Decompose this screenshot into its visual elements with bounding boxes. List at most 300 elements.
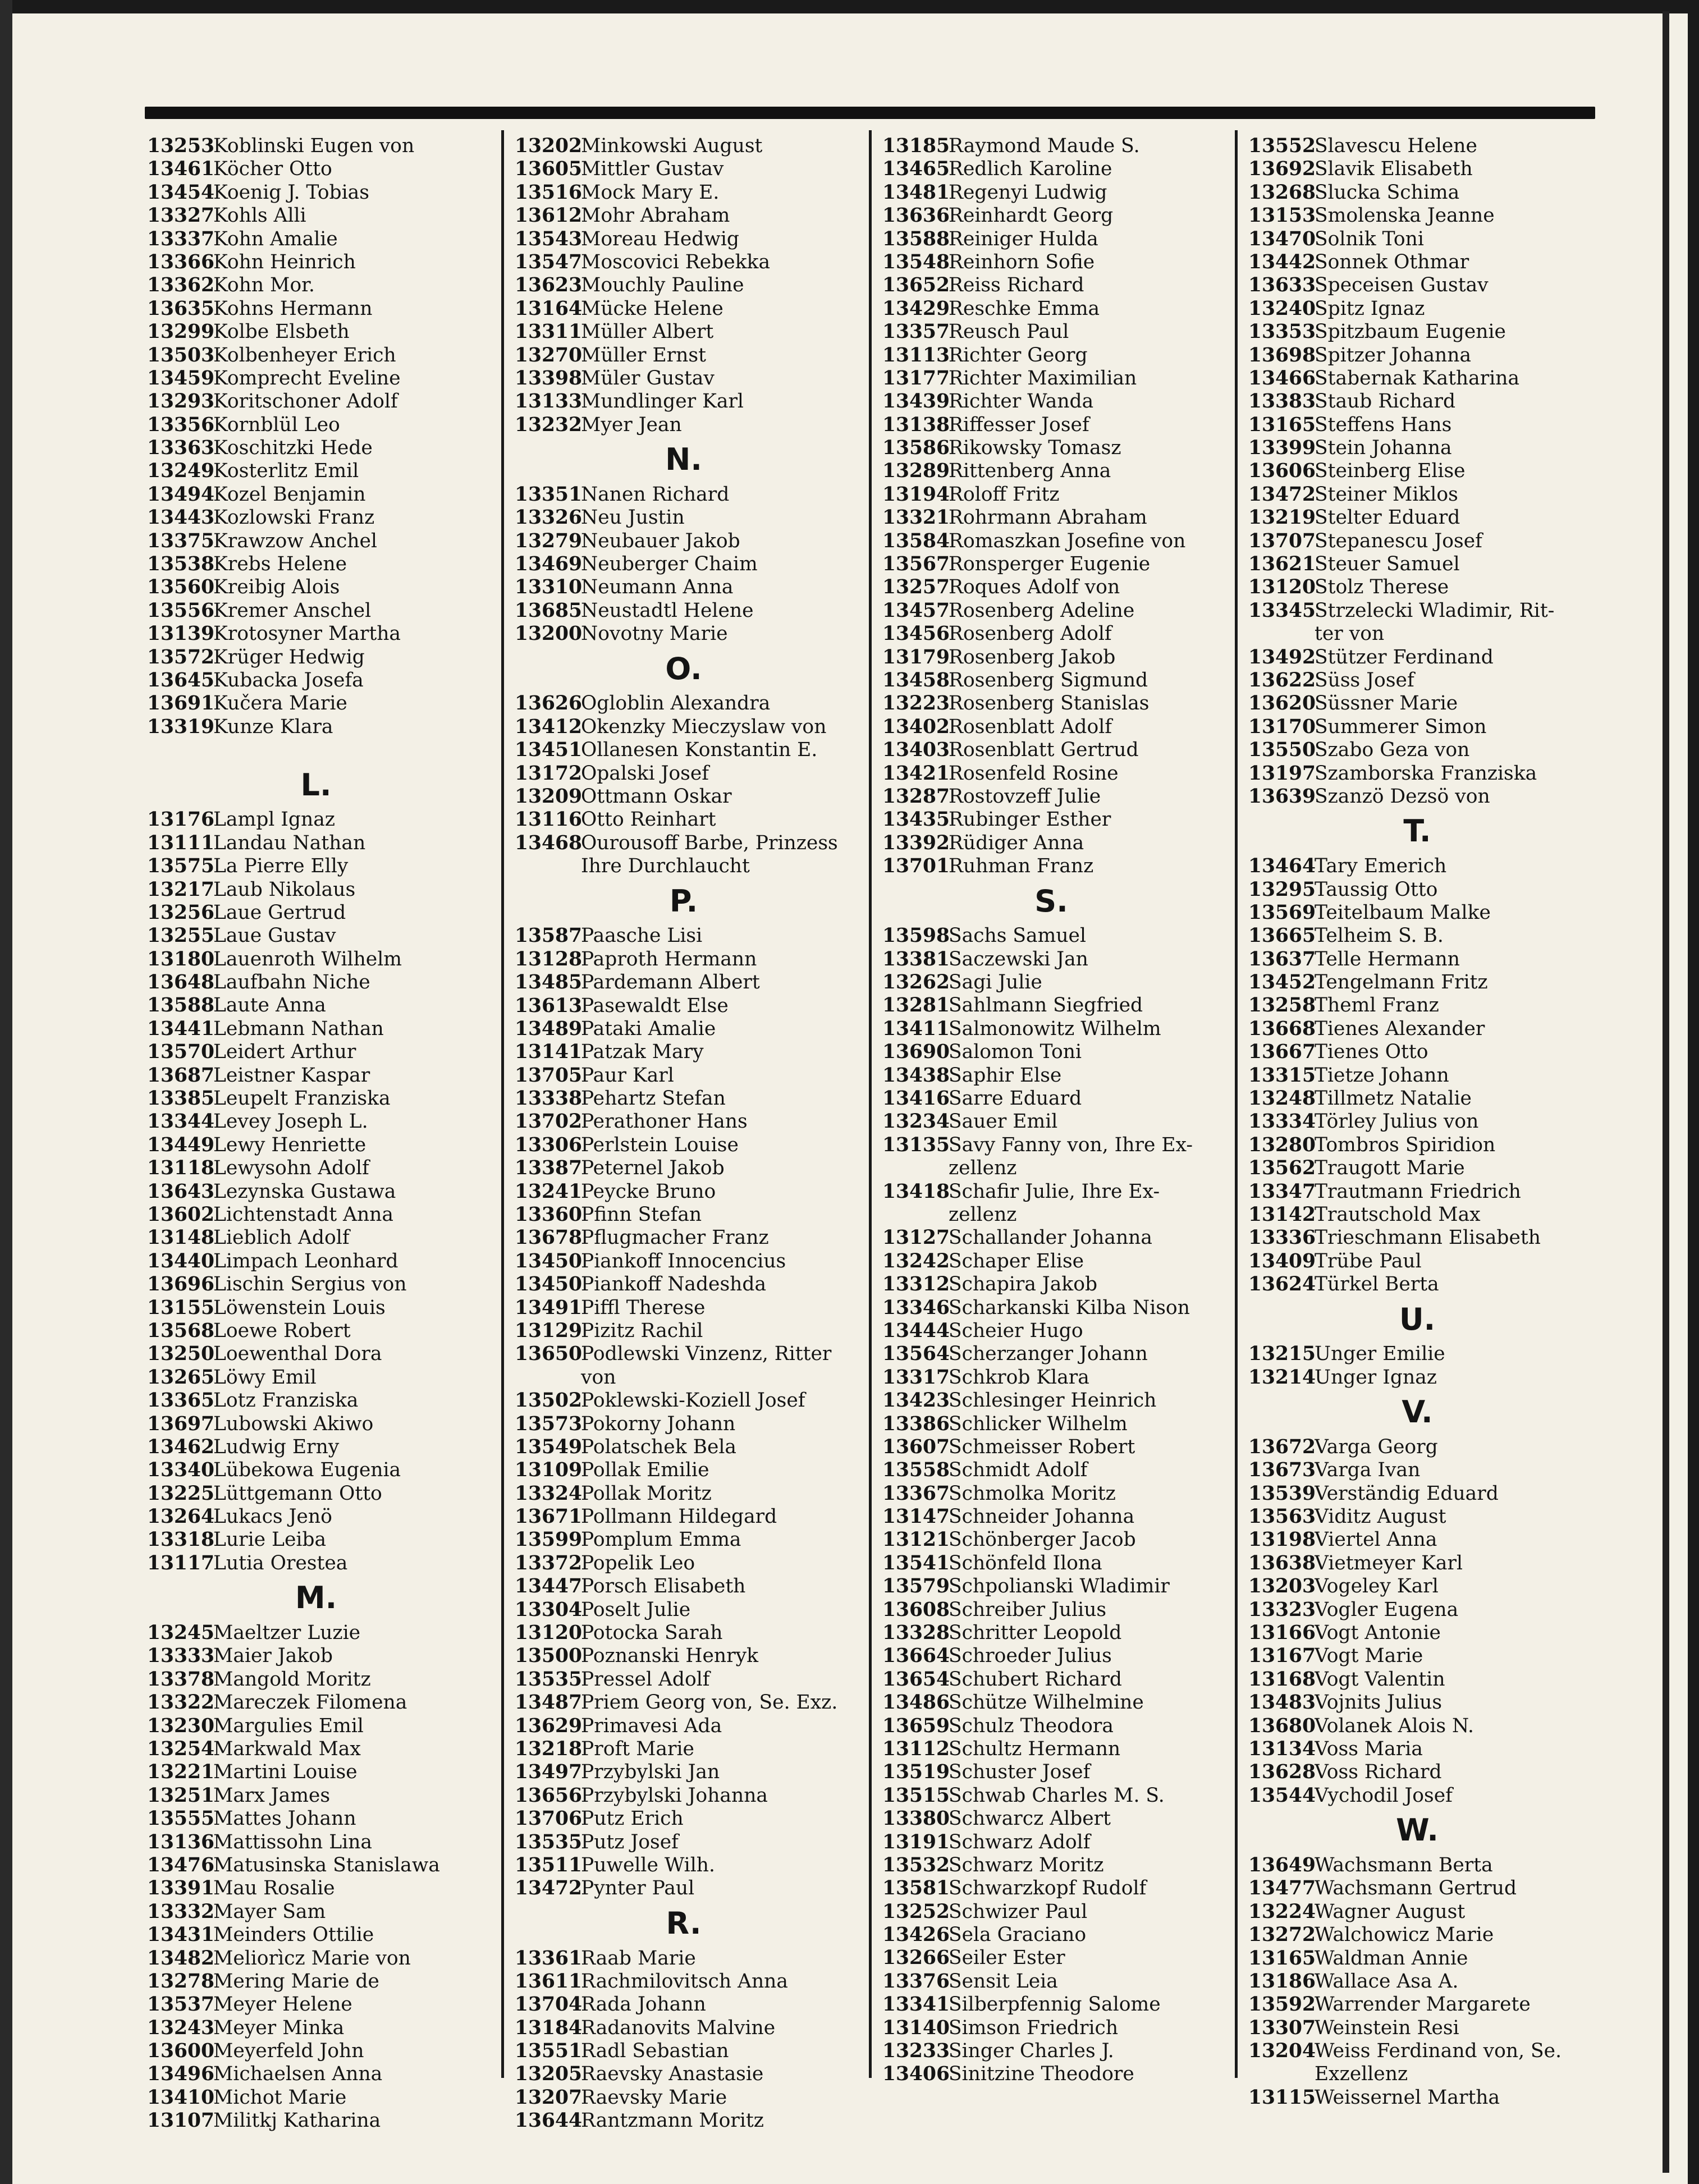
entry-number: 13345 [1248, 599, 1316, 622]
entry-number: 13310 [515, 576, 583, 599]
entry-name: Vogler Eugena [1315, 1598, 1459, 1621]
directory-entry [1248, 390, 1586, 413]
entry-name: Waldman Annie [1315, 1947, 1468, 1970]
entry-number: 13457 [882, 599, 950, 622]
directory-entry [882, 1528, 1220, 1551]
directory-entry [147, 971, 485, 994]
directory-entry [882, 1947, 1220, 1970]
directory-entry [147, 158, 485, 181]
entry-name: Schwab Charles M. S. [949, 1784, 1165, 1807]
directory-entry [147, 390, 485, 413]
entry-number: 13167 [1248, 1645, 1316, 1668]
entry-name: Strzelecki Wladimir, Rit- [1315, 599, 1555, 622]
directory-entry [147, 1041, 485, 1064]
directory-entry [147, 2109, 485, 2132]
spacer [147, 739, 485, 762]
directory-entry [147, 1877, 485, 1900]
directory-entry [147, 1970, 485, 1993]
entry-name: Meliorìcz Marie von [213, 1947, 411, 1970]
entry-number: 13232 [515, 413, 583, 436]
entry-number: 13426 [882, 1924, 950, 1947]
entry-name: Kohls Alli [213, 204, 306, 227]
entry-number: 13362 [147, 274, 215, 297]
entry-number: 13668 [1248, 1017, 1316, 1040]
directory-entry [1248, 1528, 1586, 1551]
directory-entry [515, 1505, 853, 1528]
directory-entry [147, 1924, 485, 1947]
entry-number: 13264 [147, 1505, 215, 1528]
directory-entry [147, 1901, 485, 1924]
entry-number: 13252 [882, 1900, 950, 1923]
directory-entry [882, 1622, 1220, 1645]
entry-number: 13516 [515, 181, 583, 204]
directory-entry [515, 622, 853, 645]
directory-entry [515, 2017, 853, 2040]
directory-entry [515, 785, 853, 808]
entry-name: Salomon Toni [949, 1041, 1082, 1064]
directory-entry [1248, 1366, 1586, 1389]
entry-name: Podlewski Vinzenz, Ritter [581, 1343, 832, 1366]
entry-number: 13519 [882, 1761, 950, 1784]
directory-entry [147, 1273, 485, 1296]
directory-entry [147, 855, 485, 878]
directory-entry [882, 1575, 1220, 1598]
directory-entry [515, 1761, 853, 1784]
entry-number: 13176 [147, 808, 215, 831]
entry-name: Margulies Emil [213, 1714, 364, 1737]
entry-name: Maeltzer Luzie [213, 1622, 361, 1645]
directory-entry [515, 1436, 853, 1459]
directory-entry [147, 622, 485, 645]
entry-number: 13638 [1248, 1551, 1316, 1574]
entry-name: Popelik Leo [581, 1551, 695, 1574]
entry-name: Steffens Hans [1315, 413, 1452, 436]
entry-number: 13483 [1248, 1691, 1316, 1714]
directory-entry [147, 367, 485, 390]
entry-number: 13575 [147, 855, 215, 878]
directory-entry [147, 1320, 485, 1343]
entry-number: 13468 [515, 831, 583, 854]
directory-entry [147, 878, 485, 901]
entry-name: Richter Wanda [949, 390, 1094, 413]
entry-number: 13605 [515, 158, 583, 181]
directory-entry [147, 1528, 485, 1551]
entry-number: 13673 [1248, 1459, 1316, 1482]
directory-entry [1248, 739, 1586, 762]
entry-name: Wachsmann Gertrud [1315, 1877, 1517, 1900]
entry-number: 13602 [147, 1203, 215, 1226]
directory-entry [515, 1064, 853, 1087]
entry-name: Varga Georg [1315, 1435, 1438, 1458]
directory-entry [882, 1599, 1220, 1622]
entry-name: Solnik Toni [1315, 227, 1424, 250]
directory-entry [147, 1622, 485, 1645]
entry-name: Otto Reinhart [581, 808, 716, 831]
entry-number: 13398 [515, 367, 583, 390]
entry-name: Przybylski Johanna [581, 1784, 768, 1807]
directory-entry [515, 739, 853, 762]
section-letter-heading: V. [1402, 1394, 1433, 1430]
entry-number: 13485 [515, 971, 583, 994]
entry-name: Potocka Sarah [581, 1622, 723, 1645]
directory-entry [1248, 762, 1586, 785]
entry-name: Schritter Leopold [949, 1622, 1122, 1645]
entry-number: 13353 [1248, 320, 1316, 344]
entry-number: 13491 [515, 1296, 583, 1319]
entry-number: 13551 [515, 2040, 583, 2063]
entry-number: 13648 [147, 971, 215, 994]
entry-name: Trübe Paul [1315, 1249, 1422, 1272]
entry-number: 13337 [147, 227, 215, 250]
entry-name: Schwarz Adolf [949, 1830, 1091, 1853]
entry-number: 13399 [1248, 437, 1316, 460]
entry-number: 13461 [147, 158, 215, 181]
directory-entry [515, 1552, 853, 1575]
entry-name: Mangold Moritz [213, 1668, 371, 1691]
directory-entry [882, 1226, 1220, 1249]
entry-number: 13706 [515, 1807, 583, 1830]
entry-number: 13328 [882, 1622, 950, 1645]
column-2 [515, 135, 853, 2133]
directory-entry [882, 1924, 1220, 1947]
directory-entry [1248, 228, 1586, 251]
directory-entry [1248, 274, 1586, 297]
entry-number: 13607 [882, 1435, 950, 1458]
directory-entry [1248, 855, 1586, 878]
entry-number: 13564 [882, 1343, 950, 1366]
entry-number: 13203 [1248, 1575, 1316, 1598]
directory-entry [882, 1993, 1220, 2016]
entry-name: Primavesi Ada [581, 1714, 722, 1737]
directory-entry [147, 1087, 485, 1110]
entry-name: Maier Jakob [213, 1645, 333, 1668]
directory-entry [882, 274, 1220, 297]
section-letter-heading: S. [1034, 883, 1068, 919]
entry-name: Spitzer Johanna [1315, 344, 1472, 367]
entry-name: Lieblich Adolf [213, 1226, 350, 1249]
directory-entry [1248, 460, 1586, 483]
entry-name: Kornblül Leo [213, 413, 340, 436]
directory-entry [147, 832, 485, 855]
directory-entry [882, 599, 1220, 622]
entry-number: 13664 [882, 1645, 950, 1668]
entry-number: 13572 [147, 645, 215, 669]
directory-entry [1248, 1761, 1586, 1784]
directory-entry [147, 1436, 485, 1459]
entry-name: Lichtenstadt Anna [213, 1203, 393, 1226]
entry-number: 13116 [515, 808, 583, 831]
entry-number: 13439 [882, 390, 950, 413]
entry-number: 13202 [515, 135, 583, 157]
entry-number: 13637 [1248, 947, 1316, 970]
directory-entry [147, 1389, 485, 1412]
entry-name: Schwarzkopf Rudolf [949, 1877, 1147, 1900]
entry-number: 13701 [882, 855, 950, 878]
entry-name: Krotosyner Martha [213, 622, 401, 645]
entry-name: Pynter Paul [581, 1877, 695, 1900]
directory-entry [882, 669, 1220, 692]
entry-name: Sarre Eduard [949, 1087, 1082, 1110]
directory-entry [1248, 716, 1586, 739]
entry-name: Sauer Emil [949, 1110, 1058, 1133]
directory-entry [882, 1273, 1220, 1296]
column-1 [147, 135, 485, 2133]
directory-entry [515, 158, 853, 181]
directory-entry [882, 1831, 1220, 1854]
entry-number: 13128 [515, 947, 583, 970]
entry-name: Polatschek Bela [581, 1435, 736, 1458]
entry-number: 13489 [515, 1017, 583, 1040]
entry-number: 13464 [1248, 855, 1316, 878]
entry-number: 13515 [882, 1784, 950, 1807]
entry-name: Traugott Marie [1315, 1157, 1465, 1180]
entry-number: 13327 [147, 204, 215, 227]
directory-entry [515, 1087, 853, 1110]
entry-name: Leistner Kaspar [213, 1064, 370, 1087]
entry-number: 13258 [1248, 994, 1316, 1017]
entry-number: 13139 [147, 622, 215, 645]
directory-entry [515, 228, 853, 251]
entry-number: 13251 [147, 1784, 215, 1807]
entry-number: 13172 [515, 762, 583, 785]
directory-entry [147, 553, 485, 576]
directory-entry [147, 1947, 485, 1970]
entry-number: 13562 [1248, 1157, 1316, 1180]
entry-number: 13486 [882, 1691, 950, 1714]
directory-entry [147, 1366, 485, 1389]
entry-number: 13230 [147, 1714, 215, 1737]
entry-name: Slucka Schima [1315, 181, 1460, 204]
entry-name: Piankoff Innocencius [581, 1249, 786, 1272]
entry-name: Kubacka Josefa [213, 669, 364, 692]
entry-number: 13608 [882, 1598, 950, 1621]
entry-number: 13107 [147, 2109, 215, 2132]
entry-number: 13629 [515, 1714, 583, 1737]
entry-name: Müler Gustav [581, 367, 715, 390]
entry-number: 13537 [147, 1993, 215, 2016]
directory-entry [882, 1110, 1220, 1133]
entry-number: 13639 [1248, 785, 1316, 808]
entry-number: 13611 [515, 1970, 583, 1993]
entry-name: Köcher Otto [213, 158, 332, 181]
directory-entry [147, 1250, 485, 1273]
entry-number: 13588 [882, 227, 950, 250]
entry-number: 13170 [1248, 715, 1316, 738]
entry-number: 13567 [882, 553, 950, 576]
entry-number: 13477 [1248, 1877, 1316, 1900]
entry-name: Radl Sebastian [581, 2040, 729, 2063]
directory-entry [882, 1901, 1220, 1924]
entry-number: 13164 [515, 297, 583, 320]
section-letter-heading: N. [665, 442, 702, 478]
directory-entry [515, 2109, 853, 2132]
directory-entry [882, 1668, 1220, 1691]
entry-name: Löwenstein Louis [213, 1296, 386, 1319]
entry-name: Weinstein Resi [1315, 2016, 1459, 2039]
directory-entry [882, 1297, 1220, 1320]
entry-name: Schwarz Moritz [949, 1853, 1104, 1876]
entry-number: 13133 [515, 390, 583, 413]
directory-entry [515, 971, 853, 994]
directory-entry [1248, 204, 1586, 227]
entry-number: 13129 [515, 1319, 583, 1342]
entry-continuation: Ihre Durchlaucht [581, 855, 750, 878]
directory-entry [515, 1993, 853, 2016]
entry-number: 13142 [1248, 1203, 1316, 1226]
entry-number: 13702 [515, 1110, 583, 1133]
entry-name: Kohn Mor. [213, 274, 315, 297]
directory-entry [1248, 1157, 1586, 1180]
entry-name: Pfinn Stefan [581, 1203, 702, 1226]
entry-name: Minkowski August [581, 135, 763, 157]
entry-name: Tengelmann Fritz [1315, 971, 1488, 994]
entry-continuation: Exzellenz [1315, 2063, 1408, 2086]
directory-entry [1248, 1924, 1586, 1947]
entry-name: Schafir Julie, Ihre Ex- [949, 1180, 1160, 1203]
entry-number: 13416 [882, 1087, 950, 1110]
entry-name: Summerer Simon [1315, 715, 1487, 738]
entry-name: Volanek Alois N. [1315, 1714, 1474, 1737]
column-4 [1248, 135, 1586, 2109]
entry-number: 13255 [147, 924, 215, 947]
entry-number: 13372 [515, 1551, 583, 1574]
entry-number: 13140 [882, 2016, 950, 2039]
section-letter-heading: U. [1399, 1301, 1436, 1337]
entry-name: Reiniger Hulda [949, 227, 1098, 250]
entry-number: 13687 [147, 1064, 215, 1087]
entry-number: 13385 [147, 1087, 215, 1110]
directory-entry [1248, 1645, 1586, 1668]
entry-name: Kosterlitz Emil [213, 460, 359, 483]
entry-name: Pollak Moritz [581, 1482, 712, 1505]
directory-entry [147, 1157, 485, 1180]
directory-entry [147, 1552, 485, 1575]
directory-entry [515, 1947, 853, 1970]
entry-number: 13165 [1248, 413, 1316, 436]
directory-entry [882, 1715, 1220, 1738]
directory-entry [882, 251, 1220, 274]
entry-number: 13482 [147, 1947, 215, 1970]
directory-entry [1248, 1575, 1586, 1598]
directory-entry [147, 1110, 485, 1133]
entry-name: Kolbenheyer Erich [213, 344, 396, 367]
entry-number: 13671 [515, 1505, 583, 1528]
entry-number: 13234 [882, 1110, 950, 1133]
entry-name: Scharkanski Kilba Nison [949, 1296, 1190, 1319]
directory-entry [515, 1784, 853, 1807]
directory-entry [882, 855, 1220, 878]
directory-entry [515, 832, 853, 855]
entry-name: Sinitzine Theodore [949, 2063, 1134, 2086]
directory-entry [147, 646, 485, 669]
entry-continuation: zellenz [949, 1157, 1017, 1180]
entry-number: 13409 [1248, 1249, 1316, 1272]
entry-name: Koblinski Eugen von [213, 135, 415, 157]
directory-entry [147, 994, 485, 1017]
entry-number: 13136 [147, 1830, 215, 1853]
directory-entry [147, 1761, 485, 1784]
entry-name: Singer Charles J. [949, 2040, 1114, 2063]
entry-number: 13185 [882, 135, 950, 157]
directory-entry [882, 832, 1220, 855]
directory-entry [1248, 1715, 1586, 1738]
entry-name: Schroeder Julius [949, 1645, 1112, 1668]
entry-name: Wallace Asa A. [1315, 1970, 1459, 1993]
entry-name: Redlich Karoline [949, 158, 1112, 181]
directory-entry [147, 204, 485, 227]
entry-name: Ourousoff Barbe, Prinzess [581, 831, 838, 854]
directory-entry [1248, 1552, 1586, 1575]
directory-entry [515, 1110, 853, 1133]
entry-number: 13579 [882, 1575, 950, 1598]
scan-border-left [0, 0, 12, 2184]
directory-entry [515, 1157, 853, 1180]
directory-entry [1248, 785, 1586, 808]
entry-number: 13366 [147, 250, 215, 273]
entry-number: 13411 [882, 1017, 950, 1040]
entry-number: 13221 [147, 1761, 215, 1784]
entry-number: 13287 [882, 785, 950, 808]
entry-number: 13134 [1248, 1738, 1316, 1760]
entry-number: 13338 [515, 1087, 583, 1110]
entry-name: Müller Ernst [581, 344, 706, 367]
entry-name: Pataki Amalie [581, 1017, 716, 1040]
entry-name: Novotny Marie [581, 622, 728, 645]
entry-name: Trautmann Friedrich [1315, 1180, 1521, 1203]
section-letter-heading: W. [1396, 1812, 1439, 1848]
entry-number: 13697 [147, 1412, 215, 1435]
entry-number: 13500 [515, 1645, 583, 1668]
entry-name: Stelter Eduard [1315, 506, 1460, 529]
entry-number: 13613 [515, 994, 583, 1017]
directory-entry [1248, 1087, 1586, 1110]
directory-entry [147, 1505, 485, 1528]
directory-entry [1248, 1854, 1586, 1877]
entry-number: 13299 [147, 320, 215, 344]
entry-name: Mattes Johann [213, 1807, 356, 1830]
entry-name: Reiss Richard [949, 274, 1084, 297]
entry-number: 13443 [147, 506, 215, 529]
directory-entry [515, 414, 853, 437]
entry-number: 13380 [882, 1807, 950, 1830]
directory-entry [1248, 2040, 1586, 2063]
entry-number: 13205 [515, 2063, 583, 2086]
directory-entry [147, 1831, 485, 1854]
directory-entry [1248, 1459, 1586, 1482]
entry-name: Türkel Berta [1315, 1273, 1439, 1296]
entry-number: 13256 [147, 901, 215, 924]
directory-entry [882, 297, 1220, 320]
entry-number: 13441 [147, 1017, 215, 1040]
directory-entry [147, 1343, 485, 1366]
directory-entry [882, 1761, 1220, 1784]
entry-number: 13440 [147, 1249, 215, 1272]
entry-number: 13307 [1248, 2016, 1316, 2039]
directory-entry [882, 1413, 1220, 1436]
entry-number: 13257 [882, 576, 950, 599]
entry-name: Stepanescu Josef [1315, 529, 1482, 552]
entry-number: 13599 [515, 1528, 583, 1551]
entry-number: 13121 [882, 1528, 950, 1551]
entry-name: Kohns Hermann [213, 297, 373, 320]
entry-number: 13155 [147, 1296, 215, 1319]
entry-name: Koritschoner Adolf [213, 390, 398, 413]
entry-name: Moreau Hedwig [581, 227, 739, 250]
entry-name: Roques Adolf von [949, 576, 1120, 599]
entry-name: Kohn Heinrich [213, 250, 356, 273]
entry-name: Lutia Orestea [213, 1551, 348, 1574]
entry-name: Schönfeld Ilona [949, 1551, 1102, 1574]
